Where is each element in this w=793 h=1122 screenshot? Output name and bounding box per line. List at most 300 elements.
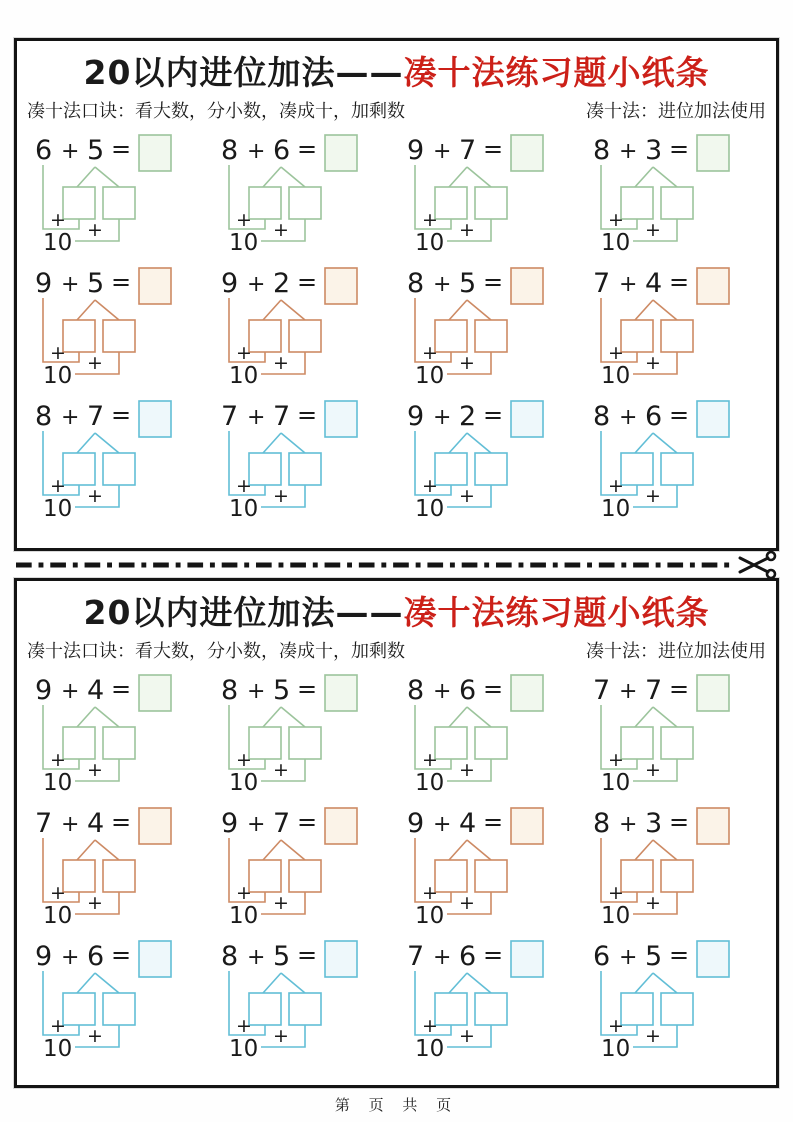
plus-sign-bracket: + [50, 882, 66, 904]
problem-cell [27, 937, 213, 1065]
part-box-right [661, 727, 693, 759]
plus-sign-bracket: + [422, 882, 438, 904]
plus-sign: + [61, 139, 80, 164]
plus-sign-remainder: + [273, 219, 289, 241]
equals-sign: = [669, 675, 690, 703]
plus-sign-remainder: + [459, 485, 475, 507]
ten-label: 10 [43, 496, 73, 522]
ten-label: 10 [415, 1036, 445, 1062]
usage-note-text: 凑十法：进位加法使用 [586, 101, 766, 122]
answer-box [697, 401, 729, 437]
addend-a: 9 [407, 808, 425, 839]
branch-line-right [467, 167, 491, 187]
plus-sign-bracket: + [608, 1015, 624, 1037]
plus-sign-bracket: + [50, 209, 66, 231]
addend-a: 8 [35, 401, 53, 432]
answer-box [325, 268, 357, 304]
plus-sign-bracket: + [422, 1015, 438, 1037]
title-black-part: 20以内进位加法—— [83, 53, 404, 92]
plus-sign-remainder: + [87, 892, 103, 914]
title-black-part: 20以内进位加法—— [83, 593, 404, 632]
branch-line-right [281, 973, 305, 993]
problem-cell [399, 264, 585, 392]
part-box-right [289, 993, 321, 1025]
problems-grid [25, 131, 768, 525]
branch-line-right [95, 840, 119, 860]
branch-line-left [449, 433, 467, 453]
answer-box [325, 808, 357, 844]
problem-cell [27, 131, 213, 259]
plus-sign: + [247, 139, 266, 164]
addend-a: 8 [221, 675, 239, 706]
plus-sign: + [433, 405, 452, 430]
part-box-right [103, 727, 135, 759]
branch-line-right [653, 167, 677, 187]
addend-a: 8 [221, 135, 239, 166]
answer-box [511, 401, 543, 437]
plus-sign: + [619, 272, 638, 297]
answer-box [697, 135, 729, 171]
branch-line-right [467, 300, 491, 320]
answer-box [325, 135, 357, 171]
plus-sign-bracket: + [236, 882, 252, 904]
answer-box [697, 268, 729, 304]
plus-sign-bracket: + [236, 1015, 252, 1037]
addend-b: 3 [645, 808, 663, 839]
equals-sign: = [669, 941, 690, 969]
plus-sign-remainder: + [273, 352, 289, 374]
addend-b: 5 [87, 268, 105, 299]
answer-box [511, 808, 543, 844]
plus-sign-remainder: + [645, 219, 661, 241]
plus-sign: + [433, 812, 452, 837]
mnemonic-text: 凑十法口诀：看大数，分小数，凑成十，加剩数 [27, 101, 405, 122]
branch-line-right [281, 300, 305, 320]
plus-sign: + [247, 812, 266, 837]
sheet-title [25, 47, 768, 94]
ten-label: 10 [43, 1036, 73, 1062]
part-box-left [435, 320, 467, 352]
branch-line-right [95, 300, 119, 320]
sheet-subtitle [25, 637, 768, 663]
ten-label: 10 [601, 1036, 631, 1062]
addend-a: 8 [593, 135, 611, 166]
ten-label: 10 [601, 230, 631, 256]
equals-sign: = [297, 268, 318, 296]
addend-b: 5 [87, 135, 105, 166]
plus-sign-bracket: + [236, 749, 252, 771]
title-red-part: 凑十法练习题小纸条 [403, 53, 710, 92]
branch-line-right [467, 840, 491, 860]
problem-cell [27, 671, 213, 799]
ten-label: 10 [43, 770, 73, 796]
equals-sign: = [111, 941, 132, 969]
cut-line [14, 551, 779, 578]
plus-sign: + [247, 272, 266, 297]
part-box-right [289, 453, 321, 485]
answer-box [697, 808, 729, 844]
part-box-left [621, 187, 653, 219]
part-box-right [661, 320, 693, 352]
answer-box [325, 675, 357, 711]
branch-line-left [77, 167, 95, 187]
addend-b: 4 [459, 808, 477, 839]
equals-sign: = [111, 808, 132, 836]
answer-box [325, 401, 357, 437]
part-box-left [621, 993, 653, 1025]
mnemonic-text: 凑十法口诀：看大数，分小数，凑成十，加剩数 [27, 641, 405, 662]
addend-b: 6 [87, 941, 105, 972]
addend-b: 5 [645, 941, 663, 972]
part-box-left [63, 320, 95, 352]
branch-line-left [77, 840, 95, 860]
addend-a: 8 [593, 808, 611, 839]
ten-label: 10 [229, 496, 259, 522]
practice-slip-top [14, 38, 779, 551]
part-box-left [249, 320, 281, 352]
addend-b: 7 [273, 808, 291, 839]
problem-cell [213, 264, 399, 392]
part-box-right [475, 993, 507, 1025]
plus-sign: + [61, 405, 80, 430]
ten-label: 10 [43, 903, 73, 929]
plus-sign-remainder: + [273, 892, 289, 914]
equals-sign: = [669, 808, 690, 836]
plus-sign-remainder: + [273, 759, 289, 781]
part-box-right [289, 727, 321, 759]
plus-sign: + [247, 405, 266, 430]
addend-a: 7 [221, 401, 239, 432]
plus-sign-remainder: + [459, 759, 475, 781]
answer-box [697, 675, 729, 711]
plus-sign-remainder: + [645, 485, 661, 507]
branch-line-left [263, 167, 281, 187]
problem-cell [585, 397, 771, 525]
plus-sign-bracket: + [422, 475, 438, 497]
addend-a: 8 [407, 268, 425, 299]
part-box-left [63, 187, 95, 219]
problem-cell [585, 671, 771, 799]
addend-b: 6 [645, 401, 663, 432]
part-box-right [475, 860, 507, 892]
addend-b: 4 [87, 675, 105, 706]
answer-box [139, 401, 171, 437]
branch-line-left [77, 973, 95, 993]
equals-sign: = [297, 401, 318, 429]
addend-a: 7 [407, 941, 425, 972]
plus-sign-remainder: + [87, 352, 103, 374]
addend-b: 6 [459, 941, 477, 972]
answer-box [511, 135, 543, 171]
addend-a: 6 [593, 941, 611, 972]
problem-cell [399, 804, 585, 932]
addend-b: 7 [87, 401, 105, 432]
part-box-left [435, 727, 467, 759]
page-number-footer: 第 页 共 页 [334, 1096, 459, 1114]
equals-sign: = [111, 675, 132, 703]
problem-cell [213, 937, 399, 1065]
problem-cell [585, 131, 771, 259]
answer-box [511, 675, 543, 711]
plus-sign-remainder: + [273, 485, 289, 507]
addend-a: 6 [35, 135, 53, 166]
branch-line-left [449, 707, 467, 727]
plus-sign-bracket: + [608, 209, 624, 231]
ten-label: 10 [601, 903, 631, 929]
answer-box [139, 268, 171, 304]
branch-line-left [449, 840, 467, 860]
equals-sign: = [111, 135, 132, 163]
sheet-title [25, 587, 768, 634]
answer-box [139, 941, 171, 977]
equals-sign: = [483, 401, 504, 429]
plus-sign: + [433, 679, 452, 704]
problem-cell [585, 264, 771, 392]
problems-grid [25, 671, 768, 1065]
answer-box [139, 675, 171, 711]
equals-sign: = [297, 941, 318, 969]
addend-b: 5 [459, 268, 477, 299]
addend-b: 5 [273, 675, 291, 706]
plus-sign-remainder: + [645, 759, 661, 781]
addend-a: 9 [221, 268, 239, 299]
part-box-left [621, 453, 653, 485]
addend-b: 6 [273, 135, 291, 166]
part-box-right [475, 453, 507, 485]
addend-b: 2 [459, 401, 477, 432]
plus-sign: + [247, 679, 266, 704]
problem-cell [27, 397, 213, 525]
plus-sign: + [247, 945, 266, 970]
branch-line-right [653, 433, 677, 453]
addend-a: 9 [407, 401, 425, 432]
plus-sign-bracket: + [608, 342, 624, 364]
dash-dot-line [16, 561, 735, 569]
problem-cell [213, 397, 399, 525]
part-box-left [621, 727, 653, 759]
branch-line-left [263, 707, 281, 727]
addend-a: 9 [35, 675, 53, 706]
answer-box [139, 808, 171, 844]
ten-label: 10 [415, 230, 445, 256]
part-box-left [63, 727, 95, 759]
addend-b: 3 [645, 135, 663, 166]
part-box-right [661, 993, 693, 1025]
plus-sign-bracket: + [236, 209, 252, 231]
part-box-left [249, 993, 281, 1025]
part-box-left [63, 453, 95, 485]
equals-sign: = [669, 135, 690, 163]
branch-line-right [281, 167, 305, 187]
equals-sign: = [483, 675, 504, 703]
part-box-right [475, 320, 507, 352]
part-box-left [435, 993, 467, 1025]
part-box-right [289, 860, 321, 892]
part-box-left [621, 320, 653, 352]
branch-line-right [653, 707, 677, 727]
part-box-right [289, 187, 321, 219]
plus-sign-remainder: + [459, 352, 475, 374]
addend-a: 8 [221, 941, 239, 972]
plus-sign-remainder: + [87, 219, 103, 241]
branch-line-left [635, 840, 653, 860]
branch-line-right [467, 707, 491, 727]
plus-sign-remainder: + [87, 485, 103, 507]
plus-sign-bracket: + [50, 749, 66, 771]
part-box-right [475, 727, 507, 759]
equals-sign: = [669, 401, 690, 429]
part-box-left [435, 453, 467, 485]
branch-line-right [281, 840, 305, 860]
branch-line-right [95, 707, 119, 727]
scissors-icon [737, 550, 777, 580]
plus-sign-remainder: + [459, 219, 475, 241]
answer-box [325, 941, 357, 977]
branch-line-left [635, 973, 653, 993]
addend-a: 8 [407, 675, 425, 706]
sheet-subtitle [25, 97, 768, 123]
problem-cell [399, 397, 585, 525]
addend-a: 9 [221, 808, 239, 839]
branch-line-left [263, 300, 281, 320]
branch-line-right [95, 167, 119, 187]
addend-a: 9 [35, 268, 53, 299]
ten-label: 10 [43, 363, 73, 389]
addend-b: 4 [645, 268, 663, 299]
answer-box [139, 135, 171, 171]
ten-label: 10 [601, 363, 631, 389]
plus-sign-bracket: + [236, 475, 252, 497]
part-box-right [661, 860, 693, 892]
ten-label: 10 [229, 363, 259, 389]
plus-sign-remainder: + [459, 1025, 475, 1047]
ten-label: 10 [415, 770, 445, 796]
equals-sign: = [483, 268, 504, 296]
plus-sign: + [61, 679, 80, 704]
answer-box [511, 268, 543, 304]
addend-a: 7 [593, 675, 611, 706]
branch-line-right [467, 433, 491, 453]
equals-sign: = [297, 675, 318, 703]
title-red-part: 凑十法练习题小纸条 [403, 593, 710, 632]
plus-sign: + [433, 139, 452, 164]
equals-sign: = [483, 941, 504, 969]
branch-line-left [77, 433, 95, 453]
plus-sign-bracket: + [422, 749, 438, 771]
part-box-left [63, 993, 95, 1025]
addend-b: 6 [459, 675, 477, 706]
plus-sign-remainder: + [87, 759, 103, 781]
plus-sign-remainder: + [459, 892, 475, 914]
part-box-left [63, 860, 95, 892]
part-box-right [661, 453, 693, 485]
problem-cell [585, 937, 771, 1065]
addend-a: 7 [593, 268, 611, 299]
branch-line-left [449, 300, 467, 320]
ten-label: 10 [601, 496, 631, 522]
plus-sign-remainder: + [645, 352, 661, 374]
plus-sign-remainder: + [87, 1025, 103, 1047]
part-box-left [435, 187, 467, 219]
problem-cell [399, 671, 585, 799]
plus-sign: + [619, 812, 638, 837]
ten-label: 10 [229, 1036, 259, 1062]
branch-line-right [653, 840, 677, 860]
problem-cell [585, 804, 771, 932]
ten-label: 10 [415, 903, 445, 929]
plus-sign: + [433, 945, 452, 970]
branch-line-right [653, 300, 677, 320]
ten-label: 10 [229, 770, 259, 796]
problem-cell [213, 671, 399, 799]
plus-sign-bracket: + [50, 475, 66, 497]
part-box-right [475, 187, 507, 219]
branch-line-left [449, 167, 467, 187]
problem-cell [213, 804, 399, 932]
part-box-right [103, 187, 135, 219]
problem-cell [27, 804, 213, 932]
part-box-right [103, 453, 135, 485]
part-box-right [103, 860, 135, 892]
plus-sign: + [619, 679, 638, 704]
plus-sign-bracket: + [608, 882, 624, 904]
branch-line-left [635, 167, 653, 187]
plus-sign-bracket: + [50, 342, 66, 364]
problem-cell [399, 937, 585, 1065]
ten-label: 10 [229, 230, 259, 256]
addend-a: 8 [593, 401, 611, 432]
branch-line-right [653, 973, 677, 993]
plus-sign-bracket: + [422, 342, 438, 364]
addend-a: 9 [35, 941, 53, 972]
branch-line-left [449, 973, 467, 993]
ten-label: 10 [415, 363, 445, 389]
equals-sign: = [669, 268, 690, 296]
problem-cell [399, 131, 585, 259]
problem-cell [27, 264, 213, 392]
equals-sign: = [483, 808, 504, 836]
branch-line-right [281, 433, 305, 453]
plus-sign-remainder: + [273, 1025, 289, 1047]
part-box-left [249, 727, 281, 759]
plus-sign: + [61, 945, 80, 970]
part-box-left [621, 860, 653, 892]
answer-box [511, 941, 543, 977]
usage-note-text: 凑十法：进位加法使用 [586, 641, 766, 662]
part-box-left [249, 860, 281, 892]
practice-slip-bottom [14, 578, 779, 1088]
equals-sign: = [297, 808, 318, 836]
plus-sign: + [61, 272, 80, 297]
addend-a: 7 [35, 808, 53, 839]
branch-line-right [467, 973, 491, 993]
plus-sign-remainder: + [645, 892, 661, 914]
plus-sign-remainder: + [645, 1025, 661, 1047]
equals-sign: = [111, 401, 132, 429]
plus-sign: + [619, 945, 638, 970]
branch-line-left [635, 433, 653, 453]
plus-sign-bracket: + [422, 209, 438, 231]
plus-sign: + [619, 139, 638, 164]
addend-b: 7 [273, 401, 291, 432]
addend-b: 2 [273, 268, 291, 299]
ten-label: 10 [43, 230, 73, 256]
part-box-right [289, 320, 321, 352]
plus-sign-bracket: + [608, 475, 624, 497]
equals-sign: = [111, 268, 132, 296]
addend-b: 4 [87, 808, 105, 839]
branch-line-left [635, 707, 653, 727]
